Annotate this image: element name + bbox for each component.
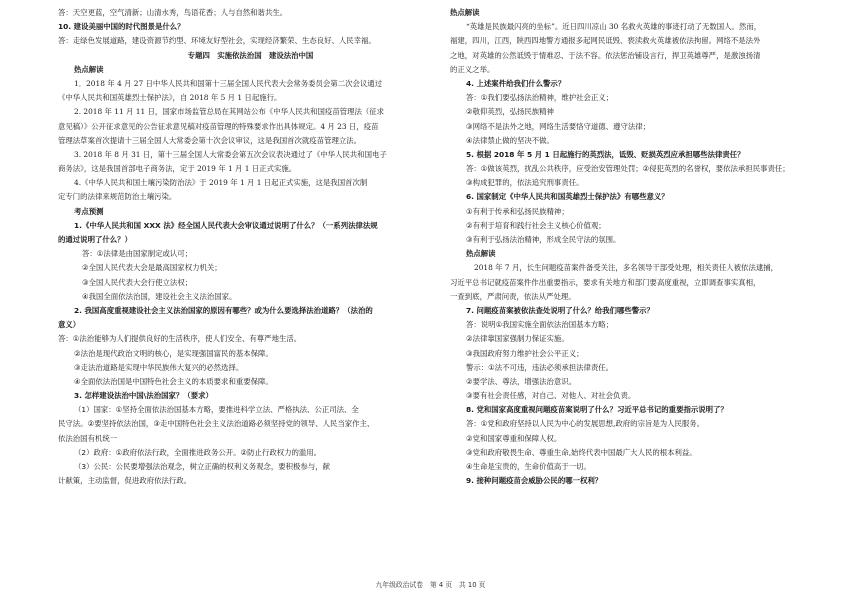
text-line: 警示：①法不可违，违法必须承担法律责任。 <box>466 362 614 372</box>
text-line: ③要有社会责任感，对自己、对他人、对社会负责。 <box>466 391 636 401</box>
text-line: 考点预测 <box>74 206 104 216</box>
text-line: 6. 国家制定《中华人民共和国英雄烈士保护法》有哪些意义？ <box>466 192 669 202</box>
page-footer: 九年级政治试卷 第 4 页 共 10 页 <box>375 581 486 589</box>
text-line: ③我国政府努力维护社会公平正义； <box>466 348 584 358</box>
text-line: 管理法草案首次提请十三届全国人大常委会第十次会议审议，这是我国首次就疫苗管理立法。 <box>58 135 362 145</box>
text-line: 的通过说明了什么？） <box>58 235 132 244</box>
text-line: 答：①法治能够为人们提供良好的生活秩序，使人们安全、有尊严地生活。 <box>58 334 302 344</box>
text-line: ②有利于培育和践行社会主义核心价值观； <box>466 220 606 230</box>
text-line: 热点解读 <box>74 64 104 74</box>
text-line: 4.《中华人民共和国土壤污染防治法》于 2019 年 1 月 1 日起正式实施，这是我国首次制 <box>74 178 368 188</box>
text-line: 商务法》，这是我国首部电子商务法，定于 2019 年 1 月 1 日正式实施。 <box>58 164 297 174</box>
text-line: “英雄是民族最闪亮的坐标”。近日四川凉山 30 名救火英雄的事迹打动了无数国人。然而， <box>466 22 762 32</box>
right-column <box>450 6 828 488</box>
text-line: 1．2018 年 4 月 27 日中华人民共和国第十三届全国人民代表大会常务委员会第二次会议通过 <box>74 78 383 88</box>
text-line: 3. 怎样建设法治中国\法治国家？（要求） <box>74 391 213 401</box>
text-line: 3. 2018 年 8 月 31 日，第十三届全国人大常委会第五次会议表决通过了《中华人民共和国电子 <box>74 149 387 159</box>
text-line: ③网络不是法外之地，网络生活要恪守道德、遵守法律； <box>466 121 651 131</box>
text-line: 一查到底，严肃问责，依法从严处理。 <box>450 291 576 301</box>
text-line: ③党和政府敬畏生命、尊重生命,始终代表中国最广大人民的根本利益。 <box>466 447 697 457</box>
text-line: 习近平总书记就疫苗案件作出重要指示，要求有关地方和部门要高度重视，立即调查事实真相， <box>450 277 761 287</box>
text-line: 热点解读 <box>466 249 496 259</box>
text-line: 意义） <box>58 320 81 330</box>
left-column <box>58 6 443 488</box>
text-line: 答：说明①我国实施全面依法治国基本方略； <box>466 320 614 330</box>
text-line: ④生命是宝贵的，生命价值高于一切。 <box>466 462 591 471</box>
text-line: ④法律禁止做的坚决不做。 <box>466 135 554 145</box>
text-line: 的正义之举。 <box>450 64 495 74</box>
text-line: 2. 2018 年 11 月 11 日，国家市场监管总局在其网站公布《中华人民共和国疫苗管理法（征求 <box>74 107 385 117</box>
text-line: 4. 上述案件给我们什么警示？ <box>466 78 566 88</box>
text-line: ②党和国家尊重和保障人权。 <box>466 433 562 443</box>
text-line: 计献策，主动监督，促进政府依法行政。 <box>58 476 192 486</box>
text-line: （3）公民：公民要增强法治观念，树立正确的权利义务观念，要积极参与，献 <box>74 462 330 471</box>
text-line: （2）政府：①政府依法行政，全面推进政务公开。②防止行政权力的滥用。 <box>74 447 322 457</box>
text-line: 2018 年 7 月，长生问题疫苗案件备受关注，多名领导干部受处理，相关责任人被依法逮捕， <box>474 263 779 273</box>
text-line: 2. 我国高度重视建设社会主义法治国家的原因有哪些？或为什么要选择法治道路？（法治的 <box>74 305 373 315</box>
text-line: ②法治是现代政治文明的核心，是实现强国富民的基本保障。 <box>74 348 273 358</box>
text-line: 答：①党和政府坚持以人民为中心的发展思想,政府的宗旨是为人民服务。 <box>466 419 705 429</box>
text-line: 专题四 实施依法治国 建设法治中国 <box>187 50 314 60</box>
text-line: ④我国全面依法治国，建设社会主义法治国家。 <box>82 291 237 301</box>
text-line: ②敬仰英烈，弘扬民族精神 <box>466 107 554 117</box>
text-line: 答：①做该英烈，扰乱公共秩序，应受治安管理处罚；②侵犯英烈的名誉权，要依法承担民事责任； <box>466 164 790 174</box>
text-line: ②全国人民代表大会是最高国家权力机关； <box>82 263 222 273</box>
text-line: ①有利于传承和弘扬民族精神； <box>466 206 569 216</box>
text-line: ②法律靠国家强制力保证实施。 <box>466 334 569 344</box>
text-line: 7. 问题疫苗案被依法查处说明了什么？给我们哪些警示？ <box>466 305 654 315</box>
text-line: 答：①我们要弘扬法治精神，维护社会正义； <box>466 93 614 103</box>
text-line: 9. 接种问题疫苗会威胁公民的哪一权利？ <box>466 476 603 486</box>
text-line: 《中华人民共和国英雄烈士保护法》，自 2018 年 5 月 1 日起施行。 <box>58 93 282 103</box>
text-line: ③构成犯罪的，依法追究刑事责任。 <box>466 178 584 188</box>
text-line: 1.《中华人民共和国 XXX 法》经全国人民代表大会审议通过说明了什么？（一系列法律法规 <box>74 220 378 230</box>
text-line: 依法治国有机统一 <box>58 433 118 443</box>
text-line: ③有利于弘扬法治精神，形成全民守法的氛围。 <box>466 235 621 244</box>
text-line: 10. 建设美丽中国的时代图景是什么？ <box>58 22 185 32</box>
text-line: 福建，四川，江西，陕西四地警方通报多起网民诋毁、亵渎救火英雄被依法拘留。网络不是法外 <box>450 36 761 46</box>
text-line: ④全面依法治国是中国特色社会主义的本质要求和重要保障。 <box>74 376 273 386</box>
text-line: （1）国家：①坚持全面依法治国基本方略，要推进科学立法、严格执法、公正司法、全 <box>74 405 359 415</box>
text-line: 热点解读 <box>450 8 480 17</box>
text-line: 定专门的法律来规范防治土壤污染。 <box>58 192 177 202</box>
text-line: 8. 党和国家高度重视问题疫苗案说明了什么？习近平总书记的重要指示说明了？ <box>466 405 728 415</box>
text-line: 之地，对英雄的公然诋毁于情难忍、于法不容。依法惩治铺设言行，捍卫英雄尊严，是激浊扬清 <box>450 50 761 60</box>
text-line: 答：走绿色发展道路，建设资源节约型、环境友好型社会，实现经济繁荣、生态良好、人民幸福。 <box>58 36 376 46</box>
text-line: ③走法治道路是实现中华民族伟大复兴的必然选择。 <box>74 362 244 372</box>
text-line: ②要学法、尊法，增强法治意识。 <box>466 376 577 386</box>
text-line: 民守法。②要坚持依法治国，③走中国特色社会主义法治道路必须坚持党的领导、人民当家作主、 <box>58 419 375 429</box>
text-line: 意见稿）》公开征求意见的公告征求意见稿对疫苗管理的特殊要求作出具体规定。4 月 23 日，疫苗 <box>58 121 379 131</box>
text-line: 答：天空更蓝，空气清新；山清水秀，鸟语花香；人与自然和谐共生。 <box>58 8 288 17</box>
text-line: 答：①法律是由国家制定或认可； <box>82 249 193 259</box>
text-line: ③全国人民代表大会行使立法权； <box>82 277 193 287</box>
text-line: 5. 根据 2018 年 5 月 1 日起施行的英烈法，诋毁、贬损英烈应承担哪些法律责任？ <box>466 149 745 159</box>
